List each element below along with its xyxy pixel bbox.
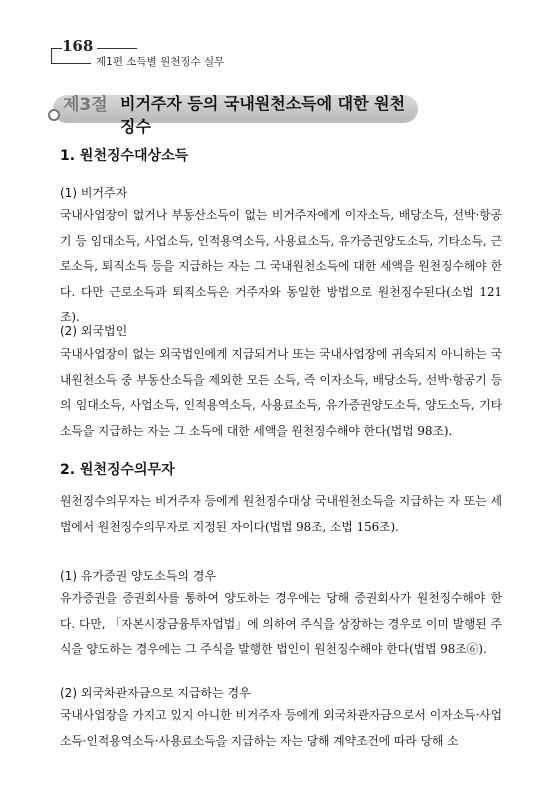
- page-number: 168: [62, 37, 94, 55]
- subheading-securities-transfer: (1) 유가증권 양도소득의 경우: [60, 569, 216, 583]
- section-banner: [48, 87, 418, 136]
- subheading-foreign-loan: (2) 외국차관자금으로 지급하는 경우: [60, 686, 251, 700]
- header-bracket: [51, 48, 62, 64]
- header-rule: [97, 48, 137, 49]
- paragraph-securities-transfer: 유가증권을 증권회사를 통하여 양도하는 경우에는 당해 증권회사가 원천징수해야 한다. 다만, 「자본시장금융투자업법」에 의하여 주식을 상장하는 경우로 이미 발행된 주식을 양도하는 경우에는 그 주식을 발행한 법인이 원천징수해야 한다(법법 98조⑥).: [60, 591, 502, 656]
- page-header: [0, 0, 550, 80]
- paragraph-nonresident: 국내사업장이 없거나 부동산소득이 없는 비거주자에게 이자소득, 배당소득, 선박·항공기 등 임대소득, 사업소득, 인적용역소득, 사용료소득, 유가증권양도소득, 기타소득, 근로소득, 퇴직소득 등을 지급하는 자는 그 국내원천소득에 대한 세액을 원천징수해야 한다. 다만 근로소득과 퇴직소득은 거주자와 동일한 방법으로 원천징수된다(소법 121조).: [60, 208, 502, 324]
- paragraph-withholding-agent: 원천징수의무자는 비거주자 등에게 원천징수대상 국내원천소득을 지급하는 자 또는 세법에서 원천징수의무자로 지정된 자이다(법법 98조, 소법 156조).: [60, 494, 502, 534]
- heading-withholding-agent: 2. 원천징수의무자: [60, 462, 175, 478]
- paragraph-foreign-corporation: 국내사업장이 없는 외국법인에게 지급되거나 또는 국내사업장에 귀속되지 아니하는 국내원천소득 중 부동산소득을 제외한 모든 소득, 즉 이자소득, 배당소득, 선박·항공기 등의 임대소득, 사업소득, 인적용역소득, 사용료소득, 유가증권양도소득, 양도소득, 기타소득을 지급하는 자는 그 소득에 대한 세액을 원천징수해야 한다(법법 98조).: [60, 347, 502, 438]
- banner-circle-icon: [48, 109, 60, 121]
- subheading-foreign-corporation: (2) 외국법인: [60, 324, 128, 338]
- section-number: 제3절: [63, 95, 108, 115]
- chapter-label: 제1편 소득별 원천징수 실무: [96, 56, 225, 68]
- heading-withholding-income: 1. 원천징수대상소득: [60, 148, 189, 164]
- section-title: 비거주자 등의 국내원천소득에 대한 원천징수: [120, 94, 406, 136]
- paragraph-foreign-loan: 국내사업장을 가지고 있지 아니한 비거주자 등에게 외국차관자금으로서 이자소득·사업소득·인적용역소득·사용료소득을 지급하는 자는 당해 계약조건에 따라 당해 소: [60, 708, 502, 748]
- subheading-nonresident: (1) 비거주자: [60, 186, 128, 200]
- header-rule-lower: [51, 63, 91, 64]
